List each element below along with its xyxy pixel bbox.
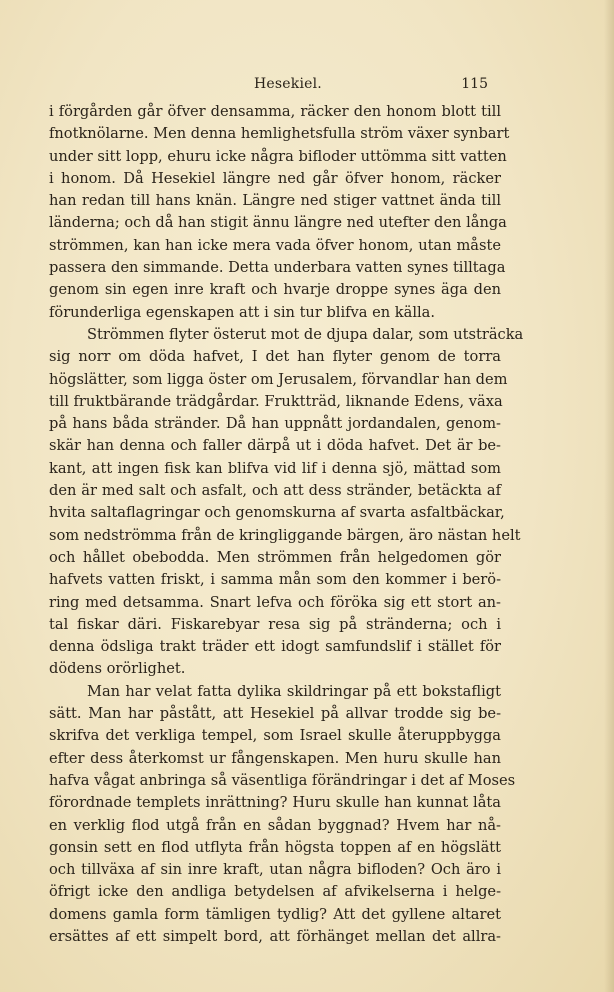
text-line: kant, att ingen fisk kan blifva vid lif i denna sjö, mättad som [49,459,501,477]
text-line: den är med salt och asfalt, och att dess stränder, betäckta af [49,482,501,500]
text-line: i förgården går öfver densamma, räcker den honom blott till [49,103,501,120]
text-line: och tillväxa af sin inre kraft, utan några bifloden? Och äro i [49,861,501,879]
text-line: domens gamla form tämligen tydlig? Att det gyllene altaret [49,905,501,923]
body-text [49,101,524,948]
text-line: strömmen, kan han icke mera vada öfver honom, utan måste [49,236,501,254]
page-number: 115 [461,76,488,92]
text-line: som nedströmma från de kringliggande bärgen, äro nästan helt [49,526,521,544]
text-line: till fruktbärande trädgårdar. Fruktträd, liknande Edens, växa [49,392,503,410]
text-line: och hållet obebodda. Men strömmen från helgedomen gör [49,548,501,566]
text-line: förordnade templets inrättning? Huru skulle han kunnat låta [49,794,501,812]
text-line: hvita saltaflagringar och genomskurna af svarta asfaltbäckar, [49,504,505,522]
running-title: Hesekiel. [254,76,322,92]
text-line: Strömmen flyter österut mot de djupa dalar, som utsträcka [87,325,524,343]
text-line: efter dess återkomst ur fångenskapen. Men huru skulle han [49,749,501,767]
text-line: ring med detsamma. Snart lefva och föröka sig ett stort an- [49,593,501,611]
text-line: öfrigt icke den andliga betydelsen af afvikelserna i helge- [49,883,501,901]
text-line: passera den simmande. Detta underbara vatten synes tilltaga [49,259,506,277]
text-line: sätt. Man har påstått, att Hesekiel på allvar trodde sig be- [49,705,501,723]
text-line: hafva vågat anbringa så väsentliga förändringar i det af Moses [49,771,516,789]
text-line: ersättes af ett simpelt bord, att förhänget mellan det allra- [49,927,501,945]
text-line: dödens orörlighet. [49,660,186,678]
text-line: tal fiskar däri. Fiskarebyar resa sig på stränderna; och i [49,615,501,633]
text-line: sig norr om döda hafvet, I det han flyter genom de torra [49,348,501,366]
text-line: på hans båda stränder. Då han uppnått jordandalen, genom- [49,415,501,433]
text-line: skär han denna och faller därpå ut i döda hafvet. Det är be- [49,437,501,455]
text-line: i honom. Då Hesekiel längre ned går öfver honom, räcker [49,169,501,187]
text-line: högslätter, som ligga öster om Jerusalem, förvandlar han dem [49,370,508,388]
text-line: gonsin sett en flod utflyta från högsta toppen af en högslätt [49,838,501,856]
text-line: länderna; och då han stigit ännu längre ned utefter den långa [49,214,507,232]
text-line: han redan till hans knän. Längre ned stiger vattnet ända till [49,192,501,210]
text-line: denna ödsliga trakt träder ett idogt samfundslif i stället för [49,638,501,656]
text-line: förunderliga egenskapen att i sin tur blifva en källa. [49,303,436,321]
text-line: hafvets vatten friskt, i samma mån som den kommer i berö- [49,571,501,589]
text-line: under sitt lopp, ehuru icke några bifloder uttömma sitt vatten [49,147,507,165]
text-line: en verklig flod utgå från en sådan byggnad? Hvem har nå- [49,816,501,834]
text-line: skrifva det verkliga tempel, som Israel skulle återuppbygga [49,727,501,745]
page-header [48,76,488,96]
page-edge-shadow [604,0,614,992]
text-line: genom sin egen inre kraft och hvarje droppe synes äga den [49,281,501,299]
text-line: Man har velat fatta dylika skildringar på ett bokstafligt [87,682,501,700]
text-line: fnotknölarne. Men denna hemlighetsfulla ström växer synbart [49,125,510,143]
